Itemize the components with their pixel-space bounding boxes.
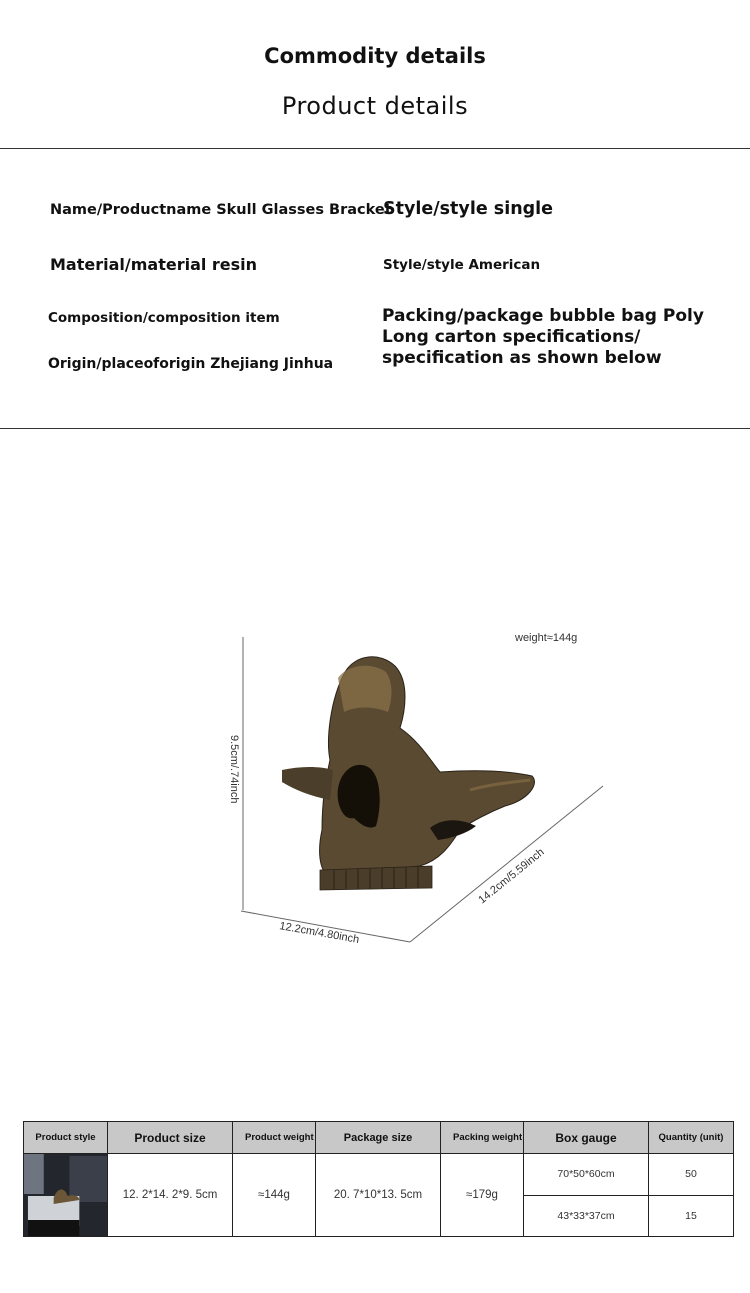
table-row	[24, 1154, 734, 1196]
header-quantity: Quantity (unit)	[649, 1122, 734, 1154]
product-spec-table	[23, 1121, 734, 1237]
header-package-size: Package size	[316, 1122, 441, 1154]
spec-composition: Composition/composition item	[48, 310, 280, 326]
header-product-size: Product size	[108, 1122, 233, 1154]
spec-material: Material/material resin	[50, 255, 258, 274]
weight-label: weight≈144g	[515, 632, 578, 644]
skull-product-image	[282, 657, 534, 890]
product-thumbnail-cell	[24, 1154, 108, 1237]
header-product-weight: Product weight	[233, 1122, 316, 1154]
product-details-title: Product details	[281, 92, 469, 120]
cell-packing-weight: ≈179g	[441, 1154, 524, 1237]
header-product-style: Product style	[24, 1122, 108, 1154]
cell-product-weight: ≈144g	[233, 1154, 316, 1237]
table-header-row	[24, 1122, 734, 1154]
header-box-gauge: Box gauge	[524, 1122, 649, 1154]
depth-dimension-label: 14.2cm/5.59inch	[476, 846, 547, 907]
height-dimension-label: 9.5cm/.74inch	[228, 735, 240, 804]
spec-origin: Origin/placeoforigin Zhejiang Jinhua	[48, 356, 334, 372]
cell-quantity-2: 15	[649, 1195, 734, 1237]
cell-box-gauge-2: 43*33*37cm	[524, 1195, 649, 1237]
cell-quantity-1: 50	[649, 1154, 734, 1196]
bottom-divider	[0, 428, 750, 429]
spec-style-single: Style/style single	[383, 199, 554, 219]
cell-package-size: 20. 7*10*13. 5cm	[316, 1154, 441, 1237]
spec-style-american: Style/style American	[383, 257, 541, 273]
cell-box-gauge-1: 70*50*60cm	[524, 1154, 649, 1196]
spec-name: Name/Productname Skull Glasses Bracket	[50, 202, 392, 218]
width-dimension-label: 12.2cm/4.80inch	[278, 920, 361, 946]
commodity-details-title: Commodity details	[264, 44, 486, 68]
cell-product-size: 12. 2*14. 2*9. 5cm	[108, 1154, 233, 1237]
spec-packing: Packing/package bubble bag Poly Long carton specifications/ specification as shown below	[382, 306, 704, 368]
product-figure	[0, 600, 750, 980]
product-thumbnail	[24, 1154, 107, 1236]
header-packing-weight: Packing weight	[441, 1122, 524, 1154]
top-divider	[0, 148, 750, 149]
